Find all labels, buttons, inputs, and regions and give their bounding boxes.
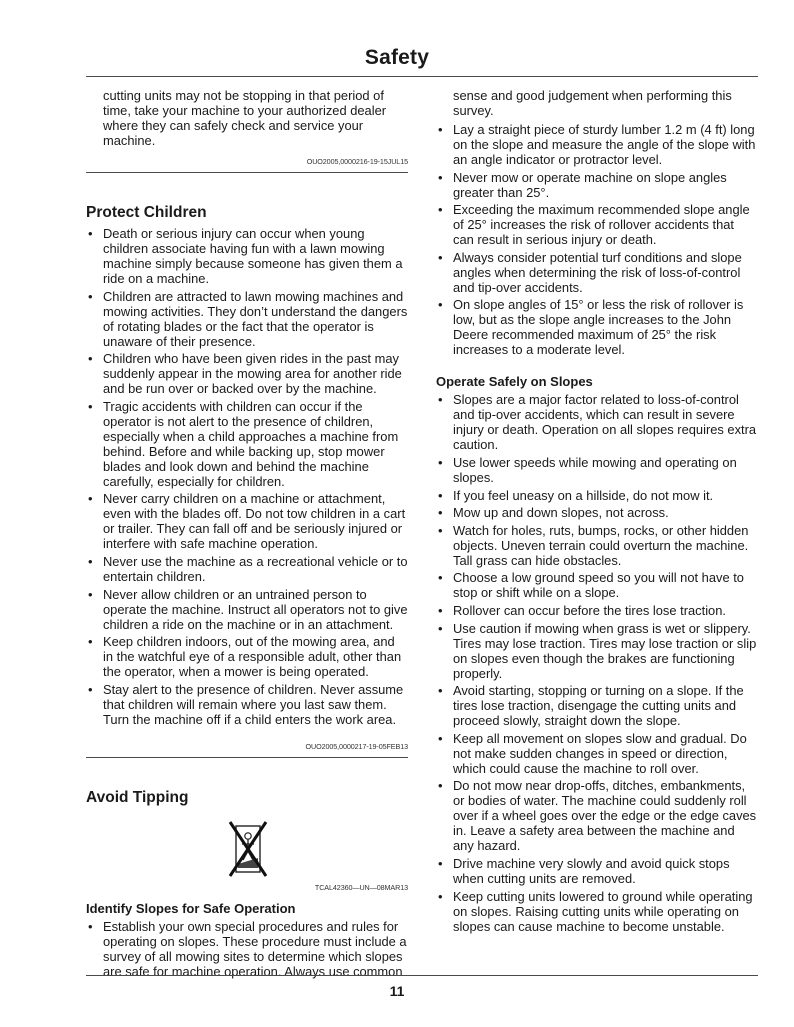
section-divider — [86, 757, 408, 758]
list-item: • Never mow or operate machine on slope angles greater than 25°. — [436, 170, 758, 200]
list-item: • Children who have been given rides in the past may suddenly appear in the mowing area for another ride and be run over or backed over by the machine. — [86, 351, 408, 396]
identify-slopes-list-continued — [436, 122, 758, 357]
page-title: Safety — [364, 46, 430, 69]
list-item: • Exceeding the maximum recommended slope angle of 25° increases the risk of rollover accidents that can result in serious injury or death. — [436, 202, 758, 247]
operate-safely-list — [436, 392, 758, 933]
list-item: • Always consider potential turf conditions and slope angles when determining the risk of loss-of-control and tip-over accidents. — [436, 250, 758, 295]
list-item: • Keep cutting units lowered to ground while operating on slopes. Raising cutting units while operating on slopes can cause machine to become unstable. — [436, 889, 758, 934]
right-column — [436, 88, 758, 936]
avoid-tipping-figure — [86, 820, 408, 882]
list-item: • Do not mow near drop-offs, ditches, embankments, or bodies of water. The machine could suddenly roll over if a wheel goes over the edge or the edge caves in. Leave a safety area between the machine and any hazard. — [436, 778, 758, 853]
list-item: • Stay alert to the presence of children. Never assume that children will remain where you last saw them. Turn the machine off if a child enters the work area. — [86, 682, 408, 727]
list-item: • Death or serious injury can occur when young children associate having fun with a lawn mowing machine simply because someone has given them a ride on a machine. — [86, 226, 408, 286]
protect-children-heading: Protect Children — [86, 204, 207, 221]
list-item: • Avoid starting, stopping or turning on a slope. If the tires lose traction, disengage the cutting units and proceed slowly, straight down the slope. — [436, 683, 758, 728]
list-item: • Keep all movement on slopes slow and gradual. Do not make sudden changes in speed or direction, which could cause the machine to roll over. — [436, 731, 758, 776]
footer-rule — [86, 975, 758, 976]
list-item: • Use lower speeds while mowing and operating on slopes. — [436, 455, 758, 485]
intro-paragraph: cutting units may not be stopping in that period of time, take your machine to your authorized dealer where they can safely check and service your machine. — [103, 88, 387, 148]
list-item: • Tragic accidents with children can occur if the operator is not alert to the presence of children, especially when a child approaches a machine from behind. Before and while backing up, stop mower blades and look down and behind the machine carefully, especially for children. — [86, 399, 408, 489]
identify-slopes-list — [86, 919, 408, 979]
no-riding-on-slope-icon — [226, 820, 270, 880]
list-item: • Never use the machine as a recreational vehicle or to entertain children. — [86, 554, 408, 584]
list-item: • Watch for holes, ruts, bumps, rocks, or other hidden objects. Uneven terrain could overturn the machine. Tall grass can hide obstacles. — [436, 523, 758, 568]
list-item: • Children are attracted to lawn mowing machines and mowing activities. They don’t understand the dangers of rotating blades or the fact that the operator is unaware of their presence. — [86, 289, 408, 349]
list-item: • Rollover can occur before the tires lose traction. — [436, 603, 758, 618]
list-item: • Drive machine very slowly and avoid quick stops when cutting units are removed. — [436, 856, 758, 886]
list-item: • Establish your own special procedures and rules for operating on slopes. These procedure must include a survey of all mowing sites to determine which slopes are safe for machine operation. Always use common — [86, 919, 408, 979]
list-item: • Slopes are a major factor related to loss-of-control and tip-over accidents, which can result in severe injury or death. Operation on all slopes requires extra caution. — [436, 392, 758, 452]
page-number: 11 — [389, 983, 405, 999]
section-divider — [86, 172, 408, 173]
operate-safely-heading: Operate Safely on Slopes — [436, 374, 593, 390]
list-item: • On slope angles of 15° or less the risk of rollover is low, but as the slope angle increases to the John Deere recommended maximum of 25° the risk increases to a moderate level. — [436, 297, 758, 357]
figure-reference-code: TCAL42360—UN—08MAR13 — [314, 882, 408, 892]
continuation-paragraph: sense and good judgement when performing this survey. — [453, 88, 732, 118]
list-item: • Never allow children or an untrained person to operate the machine. Instruct all operators not to give children a ride on the machine or in an attachment. — [86, 587, 408, 632]
list-item: • Choose a low ground speed so you will not have to stop or shift while on a slope. — [436, 570, 758, 600]
left-column — [86, 88, 408, 981]
list-item: • Keep children indoors, out of the mowing area, and in the watchful eye of a responsible adult, other than the operator, when a mower is being operated. — [86, 634, 408, 679]
avoid-tipping-heading: Avoid Tipping — [86, 788, 189, 806]
list-item: • If you feel uneasy on a hillside, do not mow it. — [436, 488, 758, 503]
intro-reference-code: OUO2005,0000216-19-15JUL15 — [306, 157, 408, 166]
protect-children-reference-code: OUO2005,0000217-19-05FEB13 — [305, 741, 408, 751]
list-item: • Lay a straight piece of sturdy lumber 1.2 m (4 ft) long on the slope and measure the angle of the slope with an angle indicator or protractor level. — [436, 122, 758, 167]
list-item: • Mow up and down slopes, not across. — [436, 505, 758, 520]
list-item: • Never carry children on a machine or attachment, even with the blades off. Do not tow children in a cart or trailer. They can fall off and be seriously injured or interfere with safe machine operation. — [86, 491, 408, 551]
list-item: • Use caution if mowing when grass is wet or slippery. Tires may lose traction. Tires may lose traction or slip on slopes even though the brakes are functioning properly. — [436, 621, 758, 681]
identify-slopes-heading: Identify Slopes for Safe Operation — [86, 900, 296, 916]
protect-children-list — [86, 226, 408, 727]
header-rule — [86, 76, 758, 77]
